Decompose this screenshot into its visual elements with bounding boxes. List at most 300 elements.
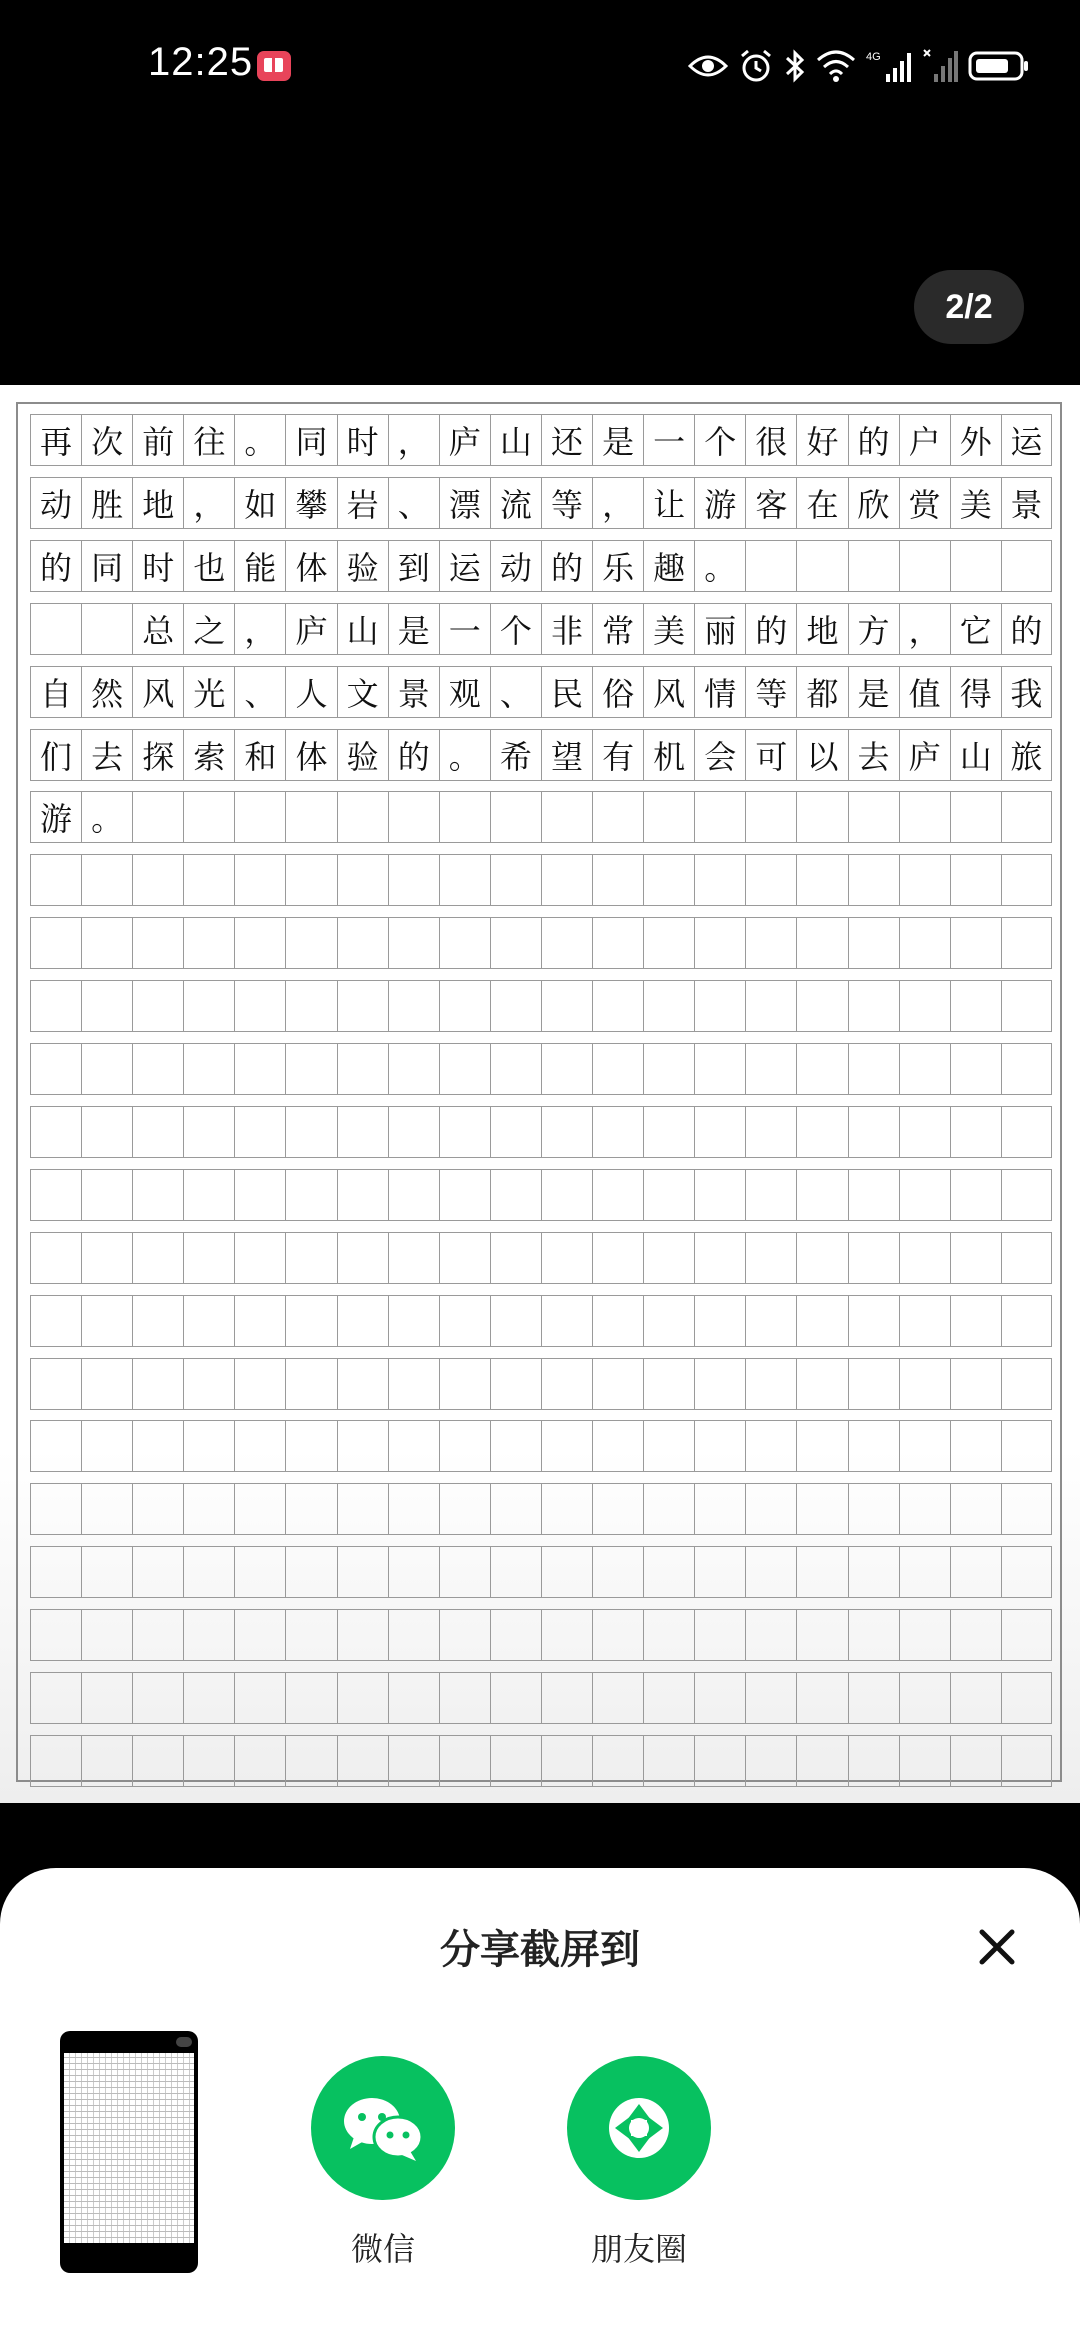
grid-cell (950, 791, 1001, 843)
grid-cell (541, 1672, 592, 1724)
grid-cell: 。 (694, 540, 745, 592)
grid-cell (234, 1483, 285, 1535)
grid-cell (337, 1609, 388, 1661)
grid-cell: 丽 (694, 603, 745, 655)
grid-cell (1001, 1672, 1052, 1724)
grid-row (30, 1043, 1052, 1095)
grid-cell (899, 1106, 950, 1158)
grid-cell (745, 1232, 796, 1284)
grid-cell: 乐 (592, 540, 643, 592)
grid-cell (592, 1735, 643, 1787)
grid-cell (132, 980, 183, 1032)
cellular-4g-icon (866, 48, 912, 84)
grid-cell (81, 603, 132, 655)
close-button[interactable] (972, 1922, 1022, 1972)
grid-cell (1001, 980, 1052, 1032)
grid-cell: 的 (541, 540, 592, 592)
grid-cell (899, 1358, 950, 1410)
grid-cell (388, 1420, 439, 1472)
grid-cell (388, 1735, 439, 1787)
grid-cell (796, 1483, 847, 1535)
grid-cell (132, 1609, 183, 1661)
grid-cell: 还 (541, 414, 592, 466)
grid-cell (541, 1609, 592, 1661)
book-app-icon (257, 51, 291, 81)
grid-cell (285, 1295, 336, 1347)
grid-cell (132, 791, 183, 843)
grid-cell (950, 1232, 1001, 1284)
grid-cell (796, 1358, 847, 1410)
grid-cell (439, 1106, 490, 1158)
grid-cell (285, 1672, 336, 1724)
grid-cell: 地 (132, 477, 183, 529)
grid-cell: ， (592, 477, 643, 529)
grid-cell (694, 791, 745, 843)
grid-cell: 流 (490, 477, 541, 529)
grid-cell (796, 854, 847, 906)
grid-cell (592, 1672, 643, 1724)
grid-cell (745, 1735, 796, 1787)
grid-cell (950, 1483, 1001, 1535)
grid-cell (30, 917, 81, 969)
grid-cell: 都 (796, 666, 847, 718)
grid-cell: 可 (745, 729, 796, 781)
grid-cell (1001, 917, 1052, 969)
grid-row (30, 729, 1052, 781)
grid-cell (1001, 1483, 1052, 1535)
grid-cell (30, 1546, 81, 1598)
grid-cell (234, 1232, 285, 1284)
grid-cell (950, 980, 1001, 1032)
thumbnail-page-badge (176, 2037, 192, 2047)
grid-cell (490, 1420, 541, 1472)
grid-cell: 索 (183, 729, 234, 781)
grid-cell (234, 854, 285, 906)
grid-cell: 望 (541, 729, 592, 781)
grid-cell (643, 1735, 694, 1787)
grid-row (30, 477, 1052, 529)
grid-cell (81, 1672, 132, 1724)
grid-cell (745, 980, 796, 1032)
grid-cell (285, 1106, 336, 1158)
grid-cell (848, 854, 899, 906)
grid-cell (541, 1043, 592, 1095)
grid-cell (132, 1420, 183, 1472)
grid-cell (337, 1358, 388, 1410)
grid-cell (796, 1043, 847, 1095)
grid-cell (541, 1546, 592, 1598)
grid-cell (643, 1358, 694, 1410)
grid-cell (899, 1546, 950, 1598)
grid-cell (899, 1169, 950, 1221)
grid-cell: 的 (848, 414, 899, 466)
grid-cell (643, 1106, 694, 1158)
grid-cell (592, 1358, 643, 1410)
grid-cell (541, 1169, 592, 1221)
grid-cell (490, 1672, 541, 1724)
grid-cell (388, 1358, 439, 1410)
grid-cell: 旅 (1001, 729, 1052, 781)
grid-cell (81, 854, 132, 906)
grid-cell: 让 (643, 477, 694, 529)
grid-cell (337, 854, 388, 906)
grid-cell (694, 1169, 745, 1221)
grid-cell: 到 (388, 540, 439, 592)
grid-cell (81, 1735, 132, 1787)
grid-cell (132, 1106, 183, 1158)
grid-cell (337, 1546, 388, 1598)
grid-cell (694, 1106, 745, 1158)
grid-cell (234, 1169, 285, 1221)
grid-cell (950, 1735, 1001, 1787)
share-sheet-title: 分享截屏到 (440, 1927, 640, 1973)
grid-cell (643, 854, 694, 906)
screenshot-thumbnail[interactable] (60, 2031, 198, 2273)
grid-cell (643, 1420, 694, 1472)
grid-cell (81, 1106, 132, 1158)
page-counter: 2/2 (914, 270, 1024, 344)
grid-cell: 运 (439, 540, 490, 592)
grid-cell: 、 (388, 477, 439, 529)
grid-cell (848, 1672, 899, 1724)
grid-cell: 民 (541, 666, 592, 718)
grid-cell (132, 1232, 183, 1284)
grid-cell (541, 791, 592, 843)
grid-cell (81, 1483, 132, 1535)
grid-cell (899, 1232, 950, 1284)
grid-cell (848, 1483, 899, 1535)
grid-row (30, 1232, 1052, 1284)
grid-cell (1001, 1609, 1052, 1661)
grid-cell: 时 (132, 540, 183, 592)
grid-cell (490, 1169, 541, 1221)
grid-cell (439, 1232, 490, 1284)
grid-cell: 景 (1001, 477, 1052, 529)
grid-cell: 、 (490, 666, 541, 718)
grid-cell: 运 (1001, 414, 1052, 466)
screenshot-preview (0, 385, 1080, 1803)
grid-cell (234, 1106, 285, 1158)
grid-cell (439, 1295, 490, 1347)
grid-cell (848, 1106, 899, 1158)
grid-cell (490, 1609, 541, 1661)
grid-cell (183, 917, 234, 969)
grid-row (30, 1420, 1052, 1472)
grid-cell (183, 1735, 234, 1787)
grid-cell: 和 (234, 729, 285, 781)
grid-cell (848, 1609, 899, 1661)
grid-cell (899, 1295, 950, 1347)
grid-cell (541, 1483, 592, 1535)
grid-cell (796, 1672, 847, 1724)
grid-cell (388, 1672, 439, 1724)
grid-cell (132, 1672, 183, 1724)
grid-cell (899, 540, 950, 592)
grid-cell (848, 1043, 899, 1095)
eye-icon (688, 52, 728, 80)
grid-cell (643, 1169, 694, 1221)
grid-cell (234, 917, 285, 969)
grid-cell (439, 917, 490, 969)
grid-cell: 在 (796, 477, 847, 529)
grid-cell (337, 980, 388, 1032)
grid-cell (337, 1169, 388, 1221)
grid-cell (234, 1043, 285, 1095)
grid-cell (592, 1232, 643, 1284)
grid-cell: 景 (388, 666, 439, 718)
status-bar (0, 0, 1080, 130)
grid-cell (132, 1735, 183, 1787)
grid-cell: 文 (337, 666, 388, 718)
grid-cell: 会 (694, 729, 745, 781)
grid-cell (1001, 791, 1052, 843)
grid-cell: 山 (490, 414, 541, 466)
grid-cell: 户 (899, 414, 950, 466)
grid-cell (899, 1735, 950, 1787)
grid-cell (541, 1358, 592, 1410)
grid-cell: 山 (337, 603, 388, 655)
grid-cell (234, 1672, 285, 1724)
grid-cell (694, 1735, 745, 1787)
grid-cell (848, 791, 899, 843)
grid-cell (950, 1420, 1001, 1472)
grid-cell: 地 (796, 603, 847, 655)
grid-cell: 趣 (643, 540, 694, 592)
grid-cell: 游 (30, 791, 81, 843)
grid-cell: 得 (950, 666, 1001, 718)
grid-cell: 体 (285, 540, 336, 592)
grid-cell (439, 854, 490, 906)
grid-cell (1001, 1232, 1052, 1284)
grid-cell (541, 854, 592, 906)
grid-cell (899, 1609, 950, 1661)
grid-cell (183, 1609, 234, 1661)
grid-cell: 。 (234, 414, 285, 466)
grid-cell: 动 (490, 540, 541, 592)
grid-cell: 能 (234, 540, 285, 592)
grid-cell (439, 1420, 490, 1472)
grid-cell (541, 1232, 592, 1284)
grid-cell (541, 917, 592, 969)
bluetooth-icon (784, 48, 806, 84)
grid-cell (183, 854, 234, 906)
grid-cell (643, 1609, 694, 1661)
grid-cell (439, 1358, 490, 1410)
grid-cell: 一 (439, 603, 490, 655)
grid-cell (490, 917, 541, 969)
grid-cell (745, 1483, 796, 1535)
grid-cell (285, 917, 336, 969)
grid-cell (183, 1043, 234, 1095)
grid-cell: 同 (81, 540, 132, 592)
grid-cell (745, 1295, 796, 1347)
grid-cell: 个 (694, 414, 745, 466)
grid-cell (183, 791, 234, 843)
grid-cell (796, 1735, 847, 1787)
grid-cell (81, 917, 132, 969)
grid-cell (643, 1546, 694, 1598)
grid-cell (592, 1043, 643, 1095)
grid-cell (30, 1483, 81, 1535)
grid-cell: 的 (30, 540, 81, 592)
grid-cell (337, 791, 388, 843)
grid-row (30, 1609, 1052, 1661)
share-wechat-label: 微信 (350, 2230, 415, 2268)
grid-cell: 的 (388, 729, 439, 781)
grid-cell (950, 540, 1001, 592)
grid-cell: 体 (285, 729, 336, 781)
grid-cell (643, 1483, 694, 1535)
grid-row (30, 1358, 1052, 1410)
grid-cell (81, 1169, 132, 1221)
grid-cell (490, 791, 541, 843)
grid-cell (439, 980, 490, 1032)
grid-cell (796, 791, 847, 843)
thumbnail-paper (64, 2053, 194, 2243)
grid-cell (439, 1546, 490, 1598)
grid-cell (643, 980, 694, 1032)
grid-cell: 漂 (439, 477, 490, 529)
grid-row (30, 980, 1052, 1032)
grid-cell (439, 1043, 490, 1095)
grid-cell (388, 917, 439, 969)
grid-cell (694, 1609, 745, 1661)
grid-cell (30, 1106, 81, 1158)
grid-cell (337, 917, 388, 969)
grid-cell (694, 1295, 745, 1347)
grid-cell (490, 1295, 541, 1347)
grid-cell (285, 854, 336, 906)
grid-cell: 是 (388, 603, 439, 655)
grid-cell: 光 (183, 666, 234, 718)
grid-cell (285, 1358, 336, 1410)
grid-cell (694, 1672, 745, 1724)
grid-cell (1001, 1546, 1052, 1598)
grid-cell (30, 1043, 81, 1095)
grid-cell: 庐 (899, 729, 950, 781)
grid-cell (132, 1483, 183, 1535)
grid-cell: 等 (745, 666, 796, 718)
grid-cell (848, 540, 899, 592)
svg-text:4G: 4G (866, 51, 881, 63)
grid-row (30, 1295, 1052, 1347)
grid-cell (643, 1295, 694, 1347)
grid-cell (643, 1672, 694, 1724)
grid-cell (745, 1546, 796, 1598)
grid-cell (285, 980, 336, 1032)
grid-cell (643, 1232, 694, 1284)
grid-cell (592, 1106, 643, 1158)
grid-cell (745, 854, 796, 906)
grid-cell: 庐 (285, 603, 336, 655)
grid-cell: 机 (643, 729, 694, 781)
grid-cell: 风 (132, 666, 183, 718)
grid-cell (745, 1358, 796, 1410)
grid-cell (285, 1232, 336, 1284)
grid-row (30, 414, 1052, 466)
grid-cell: 风 (643, 666, 694, 718)
grid-cell: 赏 (899, 477, 950, 529)
grid-cell (30, 603, 81, 655)
grid-cell (1001, 1735, 1052, 1787)
grid-cell (30, 1358, 81, 1410)
grid-cell (132, 1043, 183, 1095)
grid-cell (745, 791, 796, 843)
grid-cell (899, 1672, 950, 1724)
grid-cell (592, 791, 643, 843)
grid-cell (1001, 1043, 1052, 1095)
battery-icon (968, 50, 1030, 82)
grid-cell (1001, 1106, 1052, 1158)
grid-cell (337, 1232, 388, 1284)
grid-cell: 动 (30, 477, 81, 529)
grid-cell (745, 1420, 796, 1472)
grid-cell (30, 1609, 81, 1661)
grid-cell: ， (899, 603, 950, 655)
grid-cell (132, 1169, 183, 1221)
grid-cell (183, 1232, 234, 1284)
grid-cell (439, 1735, 490, 1787)
grid-cell (490, 1232, 541, 1284)
wechat-icon (311, 2056, 455, 2200)
grid-cell (285, 1546, 336, 1598)
grid-cell (388, 980, 439, 1032)
grid-cell: 前 (132, 414, 183, 466)
grid-cell (592, 854, 643, 906)
grid-cell (30, 1232, 81, 1284)
grid-cell: 的 (745, 603, 796, 655)
grid-cell (30, 1420, 81, 1472)
grid-cell (183, 1169, 234, 1221)
grid-cell: 。 (439, 729, 490, 781)
grid-cell (234, 1295, 285, 1347)
grid-cell (234, 1420, 285, 1472)
grid-cell: 游 (694, 477, 745, 529)
grid-cell (132, 917, 183, 969)
grid-cell (490, 1358, 541, 1410)
grid-cell (848, 917, 899, 969)
grid-cell (694, 1483, 745, 1535)
grid-cell (285, 1483, 336, 1535)
grid-cell: 非 (541, 603, 592, 655)
grid-cell (796, 1546, 847, 1598)
grid-cell: 俗 (592, 666, 643, 718)
grid-cell: 然 (81, 666, 132, 718)
grid-cell (592, 1483, 643, 1535)
grid-cell (541, 1106, 592, 1158)
grid-cell (848, 980, 899, 1032)
grid-cell (132, 1546, 183, 1598)
close-icon (972, 1922, 1022, 1972)
grid-cell: 同 (285, 414, 336, 466)
grid-row (30, 1735, 1052, 1787)
grid-cell (899, 917, 950, 969)
grid-cell (388, 1232, 439, 1284)
grid-cell: 值 (899, 666, 950, 718)
share-wechat-button[interactable] (311, 2056, 455, 2270)
grid-cell (337, 1672, 388, 1724)
grid-cell (183, 980, 234, 1032)
grid-cell (848, 1295, 899, 1347)
grid-cell: 去 (81, 729, 132, 781)
grid-cell (745, 540, 796, 592)
grid-cell (132, 854, 183, 906)
grid-cell (132, 1358, 183, 1410)
grid-cell: 美 (950, 477, 1001, 529)
grid-cell (694, 1232, 745, 1284)
grid-cell (439, 1609, 490, 1661)
share-moments-button[interactable] (567, 2056, 711, 2270)
